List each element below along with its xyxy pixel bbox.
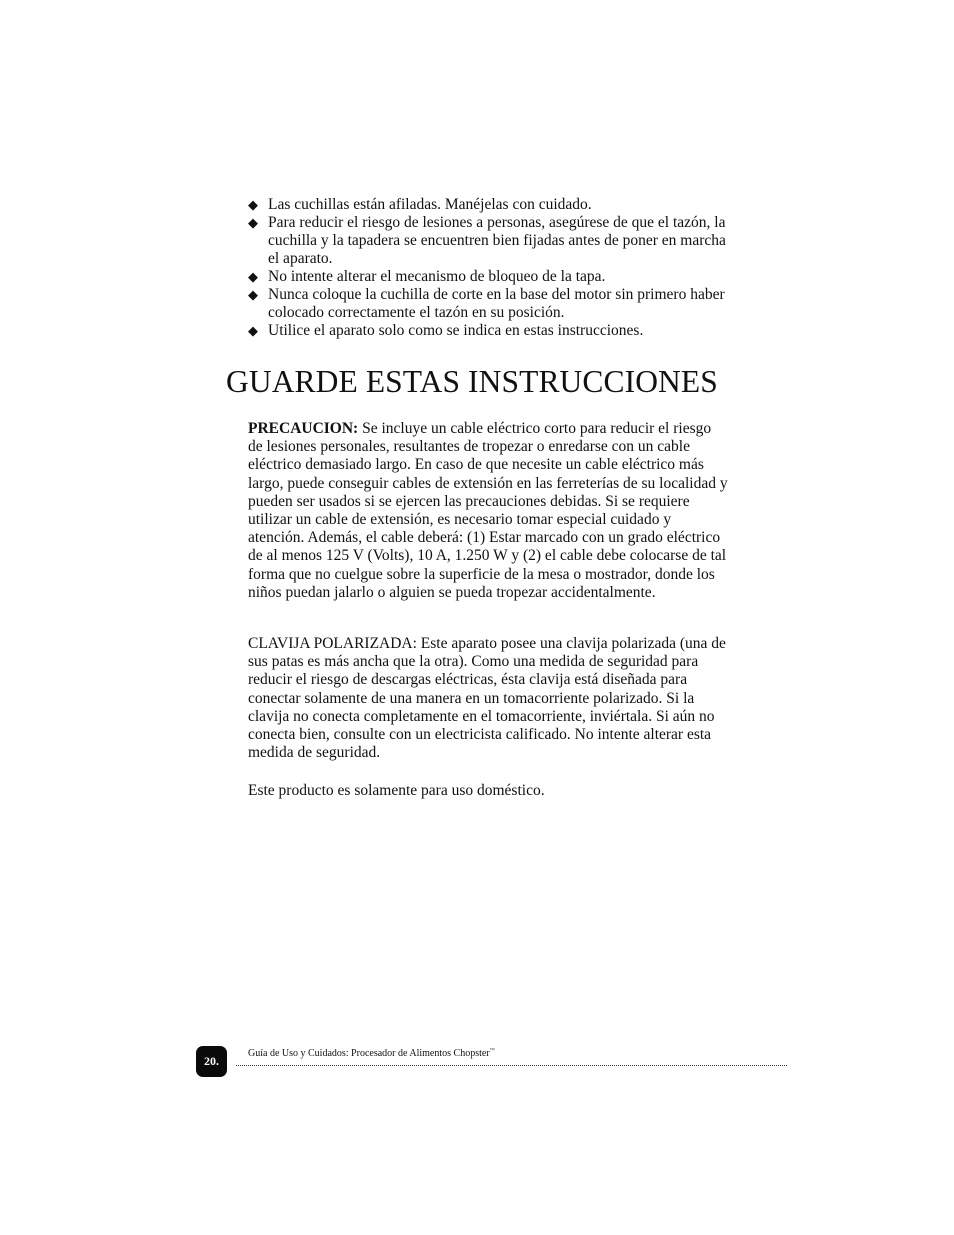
- diamond-bullet-icon: ◆: [248, 197, 258, 212]
- diamond-bullet-icon: ◆: [248, 287, 258, 302]
- precaucion-paragraph: [248, 420, 728, 602]
- page-number-badge: 20.: [196, 1046, 227, 1077]
- bullet-text: Utilice el aparato solo como se indica en estas instrucciones.: [268, 322, 644, 339]
- bullet-text: Para reducir el riesgo de lesiones a personas, asegúrese de que el tazón, la cuchilla y la tapadera se encuentren bien fijadas antes de poner en marcha el aparato.: [268, 214, 726, 267]
- diamond-bullet-icon: ◆: [248, 215, 258, 230]
- section-heading: GUARDE ESTAS INSTRUCCIONES: [226, 364, 718, 399]
- diamond-bullet-icon: ◆: [248, 269, 258, 284]
- footer-title-text: Guía de Uso y Cuidados: Procesador de Alimentos Chopster: [248, 1048, 490, 1059]
- diamond-bullet-icon: ◆: [248, 323, 258, 338]
- bullet-item: [248, 286, 738, 322]
- bullet-text: Las cuchillas están afiladas. Manéjelas con cuidado.: [268, 196, 592, 213]
- bullet-text: No intente alterar el mecanismo de bloqueo de la tapa.: [268, 268, 606, 285]
- trademark-mark: ™: [489, 1048, 495, 1054]
- bullet-item: [248, 322, 738, 340]
- precaucion-label: PRECAUCION:: [248, 420, 359, 437]
- clavija-paragraph: CLAVIJA POLARIZADA: Este aparato posee una clavija polarizada (una de sus patas es más ancha que la otra). Como una medida de seguridad para reducir el riesgo de descargas eléctricas, ésta clavija está diseñada para conectar solamente de una manera en un tomacorriente polarizado. Si la clavija no conecta completamente en el tomacorriente, inviértala. Si aún no conecta bien, consulte con un electricista calificado. No intente alterar esta medida de seguridad.: [248, 635, 726, 762]
- domestic-use-note: Este producto es solamente para uso doméstico.: [248, 782, 545, 799]
- bullet-item: [248, 268, 738, 286]
- precaucion-text: Se incluye un cable eléctrico corto para reducir el riesgo de lesiones personales, resultantes de tropezar o enredarse con un cable eléctrico demasiado largo. En caso de que necesite un cable eléctrico más largo, puede conseguir cables de extensión en las ferreterías de su localidad y pueden ser usados si se ejercen las precauciones debidas. Si se requiere utilizar un cable de extensión, es necesario tomar especial cuidado y atención. Además, el cable deberá: (1) Estar marcado con un grado eléctrico de al menos 125 V (Volts), 10 A, 1.250 W y (2) el cable debe colocarse de tal forma que no cuelgue sobre la superficie de la mesa o mostrador, donde los niños puedan jalarlo o alguien se pueda tropezar accidentalmente.: [248, 420, 728, 601]
- bullet-item: [248, 196, 738, 214]
- footer-title: [248, 1048, 495, 1059]
- footer-dotted-rule: [236, 1065, 787, 1066]
- bullet-item: [248, 214, 738, 268]
- bullet-text: Nunca coloque la cuchilla de corte en la base del motor sin primero haber colocado correctamente el tazón en su posición.: [268, 286, 725, 321]
- safety-bullet-list: [248, 196, 738, 340]
